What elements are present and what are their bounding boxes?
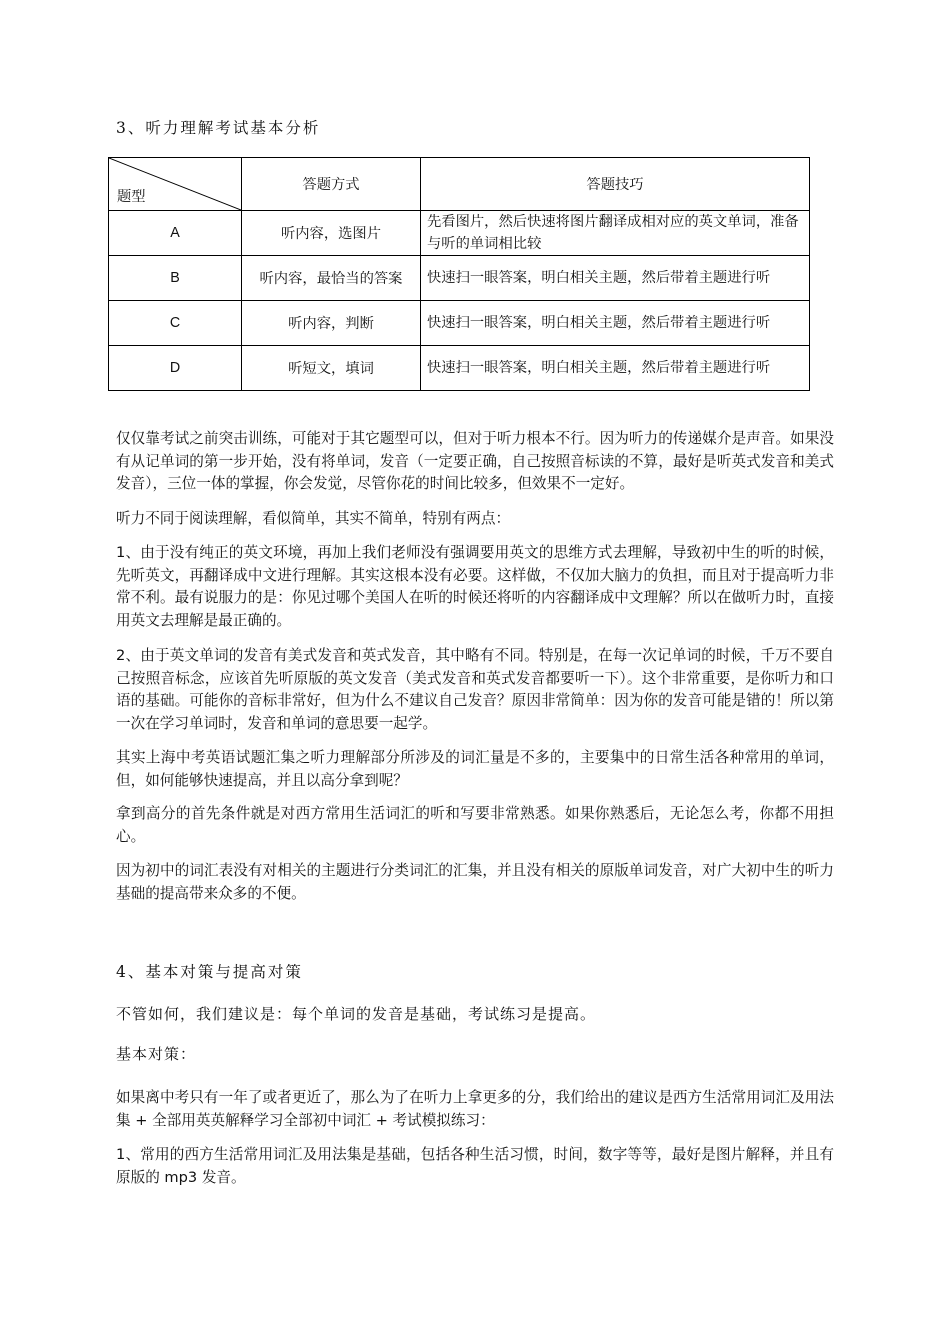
body-paragraph: 如果离中考只有一年了或者更近了，那么为了在听力上拿更多的分，我们给出的建议是西方生活常用词汇及用法集 + 全部用英英解释学习全部初中词汇 + 考试模拟练习： <box>116 1089 834 1129</box>
table-corner-label: 题型 <box>117 189 146 205</box>
table-header-tips: 答题技巧 <box>421 158 810 211</box>
body-paragraph: 1、由于没有纯正的英文环境，再加上我们老师没有强调要用英文的思维方式去理解，导致初中生的听的时候，先听英文，再翻译成中文进行理解。其实这根本没有必要。这样做，不仅加大脑力的负担，而且对于提高听力非常不利。最有说服力的是：你见过哪个美国人在听的时候还将听的内容翻译成中文理解？所以在做听力时，直接用英文去理解是最正确的。 <box>116 544 834 629</box>
question-type-cell: A <box>109 211 242 256</box>
answer-method-cell: 听短文，填词 <box>242 346 421 391</box>
answer-tip-cell: 快速扫一眼答案，明白相关主题，然后带着主题进行听 <box>421 346 810 391</box>
body-paragraph: 因为初中的词汇表没有对相关的主题进行分类词汇的汇集，并且没有相关的原版单词发音，对广大初中生的听力基础的提高带来众多的不便。 <box>116 862 834 902</box>
body-paragraph: 拿到高分的首先条件就是对西方常用生活词汇的听和写要非常熟悉。如果你熟悉后，无论怎么考，你都不用担心。 <box>116 805 834 845</box>
table-header-method: 答题方式 <box>242 158 421 211</box>
answer-tip-cell: 快速扫一眼答案，明白相关主题，然后带着主题进行听 <box>421 301 810 346</box>
body-paragraph: 2、由于英文单词的发音有美式发音和英式发音，其中略有不同。特别是，在每一次记单词的时候，千万不要自己按照音标念，应该首先听原版的英文发音（美式发音和英式发音都要听一下）。这个非常重要，是你听力和口语的基础。可能你的音标非常好，但为什么不建议自己发音？原因非常简单：因为你的发音可能是错的！所以第一次在学习单词时，发音和单词的意思要一起学。 <box>116 647 834 732</box>
body-paragraph: 听力不同于阅读理解，看似简单，其实不简单，特别有两点： <box>116 510 511 527</box>
advice-line: 不管如何，我们建议是：每个单词的发音是基础，考试练习是提高。 <box>116 1005 597 1023</box>
table-row <box>109 346 810 391</box>
question-type-table <box>108 157 810 391</box>
basic-strategy-label: 基本对策： <box>116 1045 197 1063</box>
table-row <box>109 211 810 256</box>
section4-heading: 4、基本对策与提高对策 <box>116 963 303 981</box>
answer-method-cell: 听内容，选图片 <box>242 211 421 256</box>
table-header-row <box>109 158 810 211</box>
body-paragraph: 其实上海中考英语试题汇集之听力理解部分所涉及的词汇量是不多的，主要集中的日常生活各种常用的单词，但，如何能够快速提高，并且以高分拿到呢？ <box>116 749 834 789</box>
table-corner-cell <box>109 158 242 211</box>
body-paragraph: 仅仅靠考试之前突击训练，可能对于其它题型可以，但对于听力根本不行。因为听力的传递媒介是声音。如果没有从记单词的第一步开始，没有将单词，发音（一定要正确，自己按照音标读的不算，最好是听英式发音和美式发音），三位一体的掌握，你会发觉，尽管你花的时间比较多，但效果不一定好。 <box>116 430 834 492</box>
question-type-cell: B <box>109 256 242 301</box>
section3-heading: 3、听力理解考试基本分析 <box>116 119 321 137</box>
answer-tip-cell: 快速扫一眼答案，明白相关主题，然后带着主题进行听 <box>421 256 810 301</box>
body-paragraph: 1、常用的西方生活常用词汇及用法集是基础，包括各种生活习惯，时间，数字等等，最好是图片解释，并且有原版的 mp3 发音。 <box>116 1146 834 1186</box>
question-type-cell: C <box>109 301 242 346</box>
answer-tip-cell: 先看图片，然后快速将图片翻译成相对应的英文单词，准备与听的单词相比较 <box>421 211 810 256</box>
table-row <box>109 256 810 301</box>
answer-method-cell: 听内容，判断 <box>242 301 421 346</box>
table-row <box>109 301 810 346</box>
answer-method-cell: 听内容，最恰当的答案 <box>242 256 421 301</box>
question-type-cell: D <box>109 346 242 391</box>
